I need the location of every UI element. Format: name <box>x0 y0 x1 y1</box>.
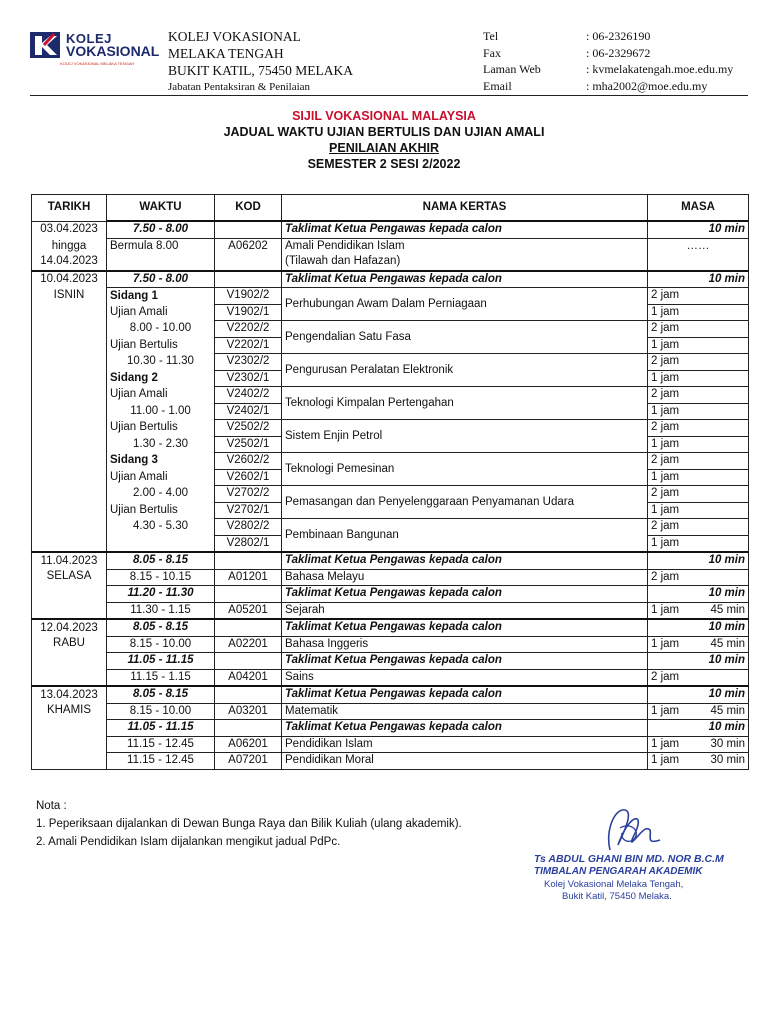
time-cell: Sidang 1 <box>107 288 215 305</box>
paper-cell: Sejarah <box>282 602 648 619</box>
time-cell: Sidang 2 <box>107 370 215 387</box>
paper-cell: Bahasa Inggeris <box>282 636 648 653</box>
code-cell <box>215 552 282 569</box>
code-cell: A06202 <box>215 238 282 271</box>
table-row <box>32 669 749 686</box>
duration-hours: 1 jam <box>651 737 680 750</box>
duration-cell: 10 min <box>648 221 749 238</box>
logo-line1: KOLEJ <box>66 31 112 46</box>
code-cell <box>215 221 282 238</box>
paper-cell: Taklimat Ketua Pengawas kepada calon <box>282 221 648 238</box>
signatory-address-2: Bukit Katil, 75450 Melaka. <box>562 891 672 902</box>
duration-cell: 10 min <box>648 271 749 288</box>
duration-hours: 1 jam <box>651 704 680 717</box>
day-cell: KHAMIS <box>32 703 107 769</box>
date-cell: 12.04.2023 <box>32 619 107 636</box>
table-row <box>32 420 749 437</box>
duration-cell: 2 jam <box>648 420 749 437</box>
code-cell: V2302/1 <box>215 370 282 387</box>
code-cell <box>215 720 282 737</box>
code-cell: A06201 <box>215 736 282 753</box>
col-tarikh: TARIKH <box>32 195 107 222</box>
date-cell: hingga <box>32 238 107 254</box>
time-cell <box>107 535 215 552</box>
code-cell: V2702/2 <box>215 486 282 503</box>
duration-cell: 1 jam <box>648 403 749 420</box>
time-cell: 1.30 - 2.30 <box>107 436 215 453</box>
col-waktu: WAKTU <box>107 195 215 222</box>
time-cell: 11.05 - 11.15 <box>107 653 215 670</box>
code-cell: V2602/1 <box>215 469 282 486</box>
time-cell: 7.50 - 8.00 <box>107 221 215 238</box>
table-row <box>32 736 749 753</box>
duration-hours: 1 jam <box>651 754 680 767</box>
table-row <box>32 686 749 703</box>
duration-cell: 1 jam <box>648 535 749 552</box>
time-cell: Ujian Amali <box>107 304 215 321</box>
institution-name: KOLEJ VOKASIONAL <box>168 29 301 44</box>
code-cell: A01201 <box>215 569 282 586</box>
header-divider <box>30 95 748 96</box>
signature-icon <box>590 800 670 860</box>
code-cell: A04201 <box>215 669 282 686</box>
date-cell: 10.04.2023 <box>32 271 107 288</box>
code-cell: V2502/1 <box>215 436 282 453</box>
date-cell: 14.04.2023 <box>32 254 107 271</box>
duration-hours: 2 jam <box>651 670 680 683</box>
date-cell: 13.04.2023 <box>32 686 107 703</box>
duration-cell: 1 jam <box>648 469 749 486</box>
code-cell: V2602/2 <box>215 453 282 470</box>
col-masa: MASA <box>648 195 749 222</box>
code-cell: A05201 <box>215 602 282 619</box>
duration-hours: 2 jam <box>651 570 680 583</box>
duration-minutes: 45 min <box>710 603 745 616</box>
title-assessment: PENILAIAN AKHIR <box>329 141 439 155</box>
table-row <box>32 288 749 305</box>
table-row <box>32 636 749 653</box>
table-row <box>32 387 749 404</box>
duration-cell: 1 jam <box>648 337 749 354</box>
note-item: 1. Peperiksaan dijalankan di Dewan Bunga Raya dan Bilik Kuliah (ulang akademik). <box>36 818 462 830</box>
table-row <box>32 619 749 636</box>
logo-emblem-icon <box>30 30 64 60</box>
paper-cell: (Tilawah dan Hafazan) <box>282 254 648 271</box>
time-cell: Sidang 3 <box>107 453 215 470</box>
time-cell: 11.20 - 11.30 <box>107 586 215 603</box>
time-cell: 10.30 - 11.30 <box>107 354 215 371</box>
table-row <box>32 703 749 720</box>
department: Jabatan Pentaksiran & Penilaian <box>168 81 311 93</box>
time-cell: 11.15 - 12.45 <box>107 753 215 770</box>
paper-cell: Amali Pendidikan Islam <box>282 238 648 254</box>
paper-cell: Pendidikan Moral <box>282 753 648 770</box>
code-cell: V2502/2 <box>215 420 282 437</box>
duration-cell: 10 min <box>648 552 749 569</box>
website-value: : kvmelakatengah.moe.edu.my <box>586 62 734 76</box>
institution-name-2: MELAKA TENGAH <box>168 46 284 61</box>
code-cell <box>215 686 282 703</box>
college-logo <box>30 30 160 72</box>
duration-cell: 10 min <box>648 686 749 703</box>
time-cell: 8.05 - 8.15 <box>107 686 215 703</box>
paper-cell: Pemasangan dan Penyelenggaraan Penyamanan Udara <box>282 486 648 519</box>
code-cell <box>215 586 282 603</box>
contact-details <box>483 28 733 94</box>
paper-cell: Taklimat Ketua Pengawas kepada calon <box>282 653 648 670</box>
tel-label: Tel <box>483 29 499 43</box>
notes-title: Nota : <box>36 800 67 812</box>
time-cell: 11.15 - 1.15 <box>107 669 215 686</box>
time-cell: 11.05 - 11.15 <box>107 720 215 737</box>
paper-cell: Pengurusan Peralatan Elektronik <box>282 354 648 387</box>
tel-value: : 06-2326190 <box>586 29 651 43</box>
title-svm: SIJIL VOKASIONAL MALAYSIA <box>292 109 476 123</box>
signatory-address-1: Kolej Vokasional Melaka Tengah, <box>544 879 684 890</box>
duration-cell: 2 jam <box>648 519 749 536</box>
paper-cell: Sains <box>282 669 648 686</box>
time-cell: Ujian Bertulis <box>107 337 215 354</box>
paper-cell: Taklimat Ketua Pengawas kepada calon <box>282 720 648 737</box>
code-cell: V2202/2 <box>215 321 282 338</box>
time-cell: 8.15 - 10.15 <box>107 569 215 586</box>
table-row <box>32 552 749 569</box>
time-cell: 8.05 - 8.15 <box>107 552 215 569</box>
email-value: : mha2002@moe.edu.my <box>586 78 708 93</box>
time-cell: 11.30 - 1.15 <box>107 602 215 619</box>
signatory-name: Ts ABDUL GHANI BIN MD. NOR B.C.M <box>534 853 724 865</box>
duration-cell: 2 jam <box>648 486 749 503</box>
date-cell: 11.04.2023 <box>32 552 107 569</box>
table-row <box>32 321 749 338</box>
email-label: Email <box>483 78 512 93</box>
paper-cell: Sistem Enjin Petrol <box>282 420 648 453</box>
time-cell: Ujian Amali <box>107 387 215 404</box>
duration-cell: 10 min <box>648 586 749 603</box>
code-cell: V2702/1 <box>215 502 282 519</box>
duration-minutes: 30 min <box>710 754 745 767</box>
table-row <box>32 453 749 470</box>
duration-cell: 10 min <box>648 619 749 636</box>
code-cell <box>215 271 282 288</box>
time-cell: 8.15 - 10.00 <box>107 703 215 720</box>
duration-cell: 1 jam <box>648 304 749 321</box>
code-cell: V1902/1 <box>215 304 282 321</box>
institution-address <box>168 28 353 96</box>
code-cell: V2802/1 <box>215 535 282 552</box>
time-cell: 8.00 - 10.00 <box>107 321 215 338</box>
website-label: Laman Web <box>483 62 541 76</box>
code-cell: V2302/2 <box>215 354 282 371</box>
institution-address-line: BUKIT KATIL, 75450 MELAKA <box>168 63 353 78</box>
time-cell: Ujian Bertulis <box>107 502 215 519</box>
table-row <box>32 519 749 536</box>
logo-line2: VOKASIONAL <box>66 43 160 59</box>
duration-minutes: 45 min <box>710 704 745 717</box>
exam-schedule-table <box>31 194 749 770</box>
paper-cell: Pembinaan Bangunan <box>282 519 648 553</box>
paper-cell: Pendidikan Islam <box>282 736 648 753</box>
table-row <box>32 753 749 770</box>
code-cell: V1902/2 <box>215 288 282 305</box>
day-cell: SELASA <box>32 569 107 619</box>
signature-block <box>520 800 760 910</box>
day-cell: RABU <box>32 636 107 686</box>
time-cell: 11.15 - 12.45 <box>107 736 215 753</box>
time-cell: Ujian Bertulis <box>107 420 215 437</box>
paper-cell: Matematik <box>282 703 648 720</box>
paper-cell: Teknologi Pemesinan <box>282 453 648 486</box>
time-cell: 8.15 - 10.00 <box>107 636 215 653</box>
table-row <box>32 569 749 586</box>
paper-cell: Taklimat Ketua Pengawas kepada calon <box>282 586 648 603</box>
duration-cell: 1 jam <box>648 370 749 387</box>
table-row <box>32 271 749 288</box>
duration-cell: …… <box>648 238 749 271</box>
table-row <box>32 602 749 619</box>
note-item: 2. Amali Pendidikan Islam dijalankan mengikut jadual PdPc. <box>36 836 341 848</box>
code-cell: A02201 <box>215 636 282 653</box>
table-row <box>32 653 749 670</box>
code-cell: A03201 <box>215 703 282 720</box>
duration-cell: 2 jam <box>648 354 749 371</box>
duration-cell: 2 jam <box>648 387 749 404</box>
table-row <box>32 238 749 254</box>
table-header <box>32 195 749 222</box>
paper-cell: Taklimat Ketua Pengawas kepada calon <box>282 552 648 569</box>
letterhead <box>30 22 750 94</box>
time-cell: 8.05 - 8.15 <box>107 619 215 636</box>
fax-label: Fax <box>483 45 501 60</box>
code-cell <box>215 619 282 636</box>
time-cell: 4.30 - 5.30 <box>107 519 215 536</box>
day-cell: ISNIN <box>32 288 107 553</box>
paper-cell: Pengendalian Satu Fasa <box>282 321 648 354</box>
paper-cell: Taklimat Ketua Pengawas kepada calon <box>282 619 648 636</box>
duration-cell: 1 jam <box>648 436 749 453</box>
table-row <box>32 586 749 603</box>
paper-cell: Bahasa Melayu <box>282 569 648 586</box>
duration-cell: 1 jam <box>648 502 749 519</box>
table-row <box>32 354 749 371</box>
code-cell: A07201 <box>215 753 282 770</box>
document-titles <box>0 108 768 172</box>
fax-value: : 06-2329672 <box>586 45 651 60</box>
code-cell: V2802/2 <box>215 519 282 536</box>
title-semester: SEMESTER 2 SESI 2/2022 <box>307 157 461 171</box>
time-cell: 11.00 - 1.00 <box>107 403 215 420</box>
code-cell: V2402/2 <box>215 387 282 404</box>
logo-tagline: KOLEJ VOKASIONAL MELAKA TENGAH <box>60 61 135 66</box>
paper-cell: Teknologi Kimpalan Pertengahan <box>282 387 648 420</box>
code-cell: V2202/1 <box>215 337 282 354</box>
col-nama-kertas: NAMA KERTAS <box>282 195 648 222</box>
paper-cell: Taklimat Ketua Pengawas kepada calon <box>282 271 648 288</box>
paper-cell: Taklimat Ketua Pengawas kepada calon <box>282 686 648 703</box>
table-row <box>32 720 749 737</box>
code-cell: V2402/1 <box>215 403 282 420</box>
duration-cell: 2 jam <box>648 288 749 305</box>
paper-cell: Perhubungan Awam Dalam Perniagaan <box>282 288 648 321</box>
col-kod: KOD <box>215 195 282 222</box>
time-cell: 7.50 - 8.00 <box>107 271 215 288</box>
time-cell: Bermula 8.00 <box>107 238 215 271</box>
duration-minutes: 30 min <box>710 737 745 750</box>
date-cell: 03.04.2023 <box>32 221 107 238</box>
table-row <box>32 486 749 503</box>
duration-cell: 2 jam <box>648 453 749 470</box>
duration-hours: 1 jam <box>651 603 680 616</box>
duration-cell: 2 jam <box>648 321 749 338</box>
duration-minutes: 45 min <box>710 637 745 650</box>
duration-cell: 10 min <box>648 653 749 670</box>
time-cell: 2.00 - 4.00 <box>107 486 215 503</box>
duration-cell: 10 min <box>648 720 749 737</box>
duration-hours: 1 jam <box>651 637 680 650</box>
code-cell <box>215 653 282 670</box>
title-schedule: JADUAL WAKTU UJIAN BERTULIS DAN UJIAN AMALI <box>223 125 545 139</box>
table-row <box>32 221 749 238</box>
signatory-position: TIMBALAN PENGARAH AKADEMIK <box>534 866 703 877</box>
time-cell: Ujian Amali <box>107 469 215 486</box>
notes <box>36 797 462 851</box>
